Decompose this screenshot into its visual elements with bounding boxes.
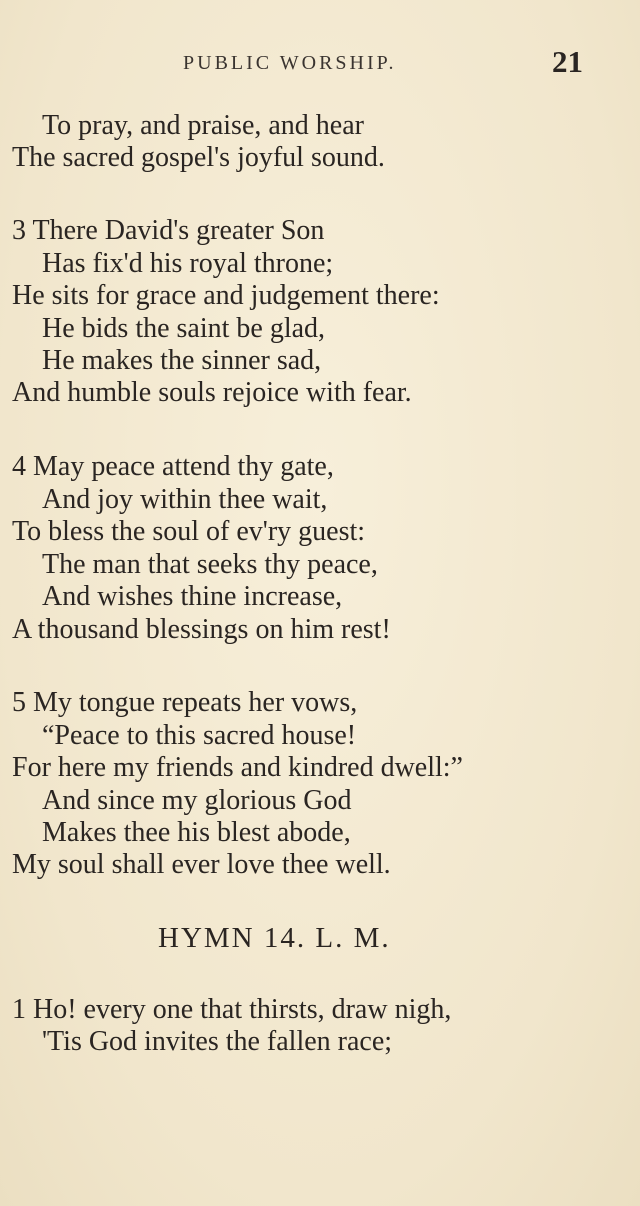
verse-line: 'Tis God invites the fallen race; bbox=[42, 1026, 393, 1057]
page-number: 21 bbox=[552, 44, 583, 79]
verse-line: For here my friends and kindred dwell:” bbox=[12, 752, 463, 783]
running-title: PUBLIC WORSHIP. bbox=[183, 52, 397, 74]
verse-line: Makes thee his blest abode, bbox=[42, 817, 351, 848]
verse-line: And joy within thee wait, bbox=[42, 484, 328, 515]
verse-line: 1 Ho! every one that thirsts, draw nigh, bbox=[12, 994, 452, 1025]
verse-line: 5 My tongue repeats her vows, bbox=[12, 687, 358, 718]
verse-line: He sits for grace and judgement there: bbox=[12, 280, 440, 311]
verse-line: My soul shall ever love thee well. bbox=[12, 849, 391, 880]
verse-line: A thousand blessings on him rest! bbox=[12, 614, 391, 645]
verse-line: And humble souls rejoice with fear. bbox=[12, 377, 412, 408]
verse-line: He makes the sinner sad, bbox=[42, 345, 322, 376]
running-head bbox=[0, 46, 640, 86]
verse-line: To bless the soul of ev'ry guest: bbox=[12, 516, 366, 547]
verse-line: And wishes thine increase, bbox=[42, 581, 343, 612]
verse-line: 4 May peace attend thy gate, bbox=[12, 451, 334, 482]
verse-line: And since my glorious God bbox=[42, 785, 352, 816]
verse-line: Has fix'd his royal throne; bbox=[42, 248, 334, 279]
verse-line: “Peace to this sacred house! bbox=[42, 720, 357, 751]
hymn-heading: HYMN 14. L. M. bbox=[158, 922, 391, 954]
verse-line: The man that seeks thy peace, bbox=[42, 549, 378, 580]
verse-line: The sacred gospel's joyful sound. bbox=[12, 142, 385, 173]
verse-line: He bids the saint be glad, bbox=[42, 313, 326, 344]
verse-line: To pray, and praise, and hear bbox=[42, 110, 364, 141]
verse-line: 3 There David's greater Son bbox=[12, 215, 325, 246]
